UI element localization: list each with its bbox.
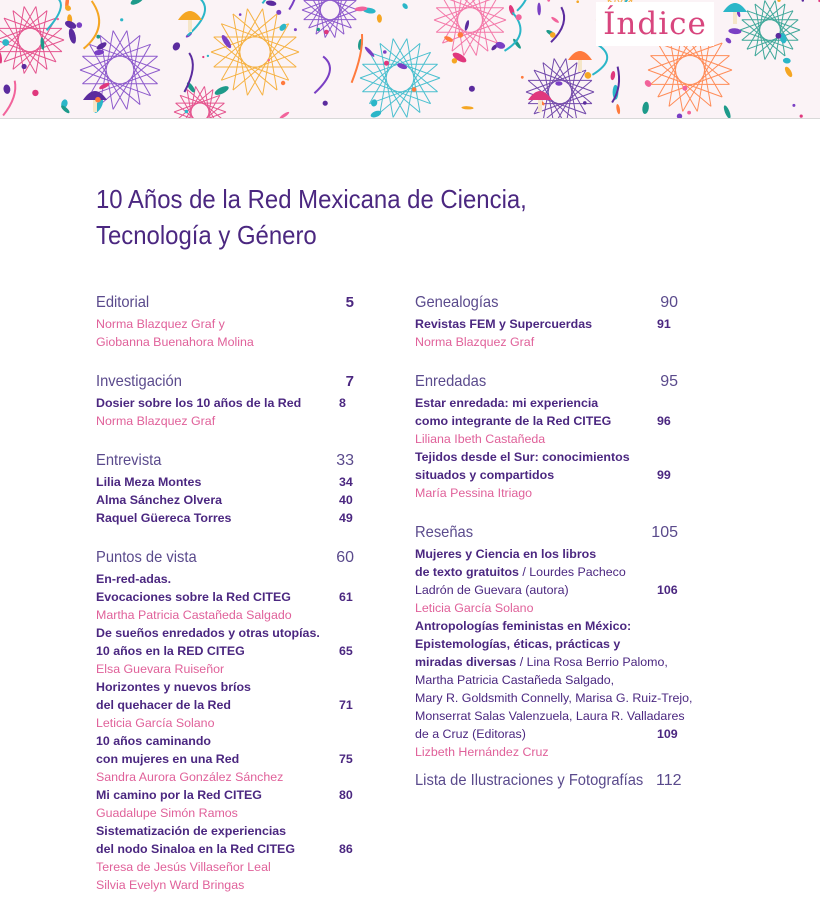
stem-shape [517,0,528,11]
section-heading[interactable] [415,371,695,393]
author-line: Liliana Ibeth Castañeda [415,432,546,446]
dot-shape [317,28,320,31]
entry-page: 8 [339,396,346,410]
section-genealogias [415,292,695,351]
author-line: Giobanna Buenahora Molina [96,335,254,349]
section-page: 33 [336,452,354,469]
dot-shape [777,0,780,2]
entry-title: Raquel Güereca Torres [96,511,232,525]
section-resenas [415,522,695,761]
entry-title: situados y compartidos [415,468,555,482]
section-enredadas [415,371,695,502]
entry-page: 96 [657,414,671,428]
stem-shape [592,45,607,75]
toc-entry[interactable] [96,473,358,491]
entry-page: 61 [339,590,353,604]
entry-page: 91 [657,317,671,331]
entry-title: de texto gratuitos [415,565,519,579]
entry-title: Mujeres y Ciencia en los libros [415,547,597,561]
dot-shape [207,55,209,57]
toc-entry[interactable] [96,588,358,606]
dot-shape [547,0,550,2]
entry-title: Lilia Meza Montes [96,475,202,489]
leaf-shape [555,81,562,86]
dot-shape [383,50,387,54]
section-heading[interactable] [96,292,358,314]
entry-page: 71 [339,698,353,712]
dot-shape [96,35,100,39]
string-art-star [211,9,299,96]
entry-title: con mujeres en una Red [96,752,240,766]
leaf-shape [364,46,376,58]
section-heading[interactable] [96,547,358,569]
toc-entry[interactable] [415,545,695,563]
entry-page: 80 [339,788,353,802]
entry-page: 86 [339,842,353,856]
author-line: María Pessina Itriago [415,486,533,500]
toc-entry[interactable] [415,466,695,484]
toc-entry[interactable] [96,570,358,588]
toc-entry[interactable] [96,840,358,858]
toc-entry[interactable] [96,642,358,660]
mushroom-cap [568,51,592,60]
entry-title: De sueños enredados y otras utopías. [96,626,320,640]
dot-shape [792,104,795,107]
leaf-shape [129,0,145,7]
leaf-shape [461,106,473,110]
author-line: Sandra Aurora González Sánchez [96,770,284,784]
entry-title: Dosier sobre los 10 años de la Red [96,396,302,410]
dot-shape [95,97,101,103]
entry-title: Alma Sánchez Olvera [96,493,223,507]
toc-right-column [415,292,695,761]
dot-shape [576,0,579,3]
dot-shape [323,101,328,106]
section-name: Genealogías [415,294,499,311]
entry-authors: / Lina Rosa Berrio Palomo, [516,655,668,669]
author-line: Norma Blazquez Graf y [96,317,225,331]
leaf-shape [279,111,290,118]
dot-shape [22,64,27,69]
toc-entry[interactable] [415,725,695,743]
entry-page: 40 [339,493,353,507]
entry-title: Horizontes y nuevos bríos [96,680,251,694]
section-page: 60 [336,549,354,566]
dot-shape [268,59,270,61]
section-investigacion [96,371,358,430]
leaf-shape [68,28,78,45]
leaf-shape [728,28,741,35]
stem-shape [289,0,297,10]
toc-entry[interactable] [96,394,358,412]
section-name: Reseñas [415,524,474,541]
section-name: Enredadas [415,373,487,390]
dot-shape [452,58,457,63]
string-art-star [526,59,594,119]
entry-page: 49 [339,511,353,525]
toc-entry[interactable] [96,786,358,804]
author-line: Leticia García Solano [96,716,215,730]
dot-shape [324,30,329,35]
leaf-shape [0,51,3,64]
section-editorial [96,292,358,351]
author-line: Lizbeth Hernández Cruz [415,745,549,759]
leaf-shape [783,66,793,79]
mushroom-cap [178,11,202,20]
section-page: 5 [345,294,354,311]
mushroom-stem [578,60,582,72]
leaf-shape [401,2,409,10]
dot-shape [57,18,59,20]
section-name: Investigación [96,373,182,390]
entry-page: 106 [657,583,678,597]
mushroom-cap [723,3,747,12]
dot-shape [276,10,281,15]
mushroom-stem [188,20,192,32]
leaf-shape [377,14,383,23]
toc-entry[interactable] [96,750,358,768]
stem-shape [47,0,61,30]
leaf-shape [724,37,732,45]
dot-shape [458,32,464,38]
dot-shape [516,14,522,20]
stem-shape [84,1,100,49]
author-line: Martha Patricia Castañeda Salgado [96,608,292,622]
toc-entry[interactable] [96,624,358,642]
section-page: 7 [345,373,354,390]
section-page: 105 [651,524,678,541]
dot-shape [583,101,587,105]
leaf-shape [64,4,72,12]
dot-shape [469,86,475,92]
toc-entry[interactable] [96,822,358,840]
section-name: Editorial [96,294,150,311]
entry-title: 10 años en la RED CITEG [96,644,245,658]
author-line: Teresa de Jesús Villaseñor Leal [96,860,271,874]
dot-shape [521,76,524,79]
page-title-line: 10 Años de la Red Mexicana de Ciencia, [96,184,527,214]
entry-title: Revistas FEM y Supercuerdas [415,317,592,331]
entry-title: Estar enredada: mi experiencia [415,396,599,410]
dot-shape [294,28,297,31]
entry-title: Epistemologías, éticas, prácticas y [415,637,621,651]
entry-page: 109 [657,727,678,741]
entry-title: Mi camino por la Red CITEG [96,788,262,802]
mushroom-stem [538,100,542,112]
leaf-shape [616,104,621,115]
toc-entry[interactable] [96,678,358,696]
section-name: Entrevista [96,452,162,469]
toc-entry[interactable] [415,563,695,581]
leaf-shape [642,101,650,114]
entry-title: como integrante de la Red CITEG [415,414,612,428]
leaf-shape [550,16,559,24]
entry-authors: Monserrat Salas Valenzuela, Laura R. Valladares [415,709,685,723]
dot-shape [412,87,417,92]
toc-left-column [96,292,358,894]
section-page: 95 [660,373,678,390]
string-art-star [0,7,64,74]
dot-shape [550,32,556,38]
section-heading[interactable] [415,292,695,314]
dot-shape [682,86,687,91]
leaf-shape [171,41,181,52]
entry-authors: Ladrón de Guevara (autora) [415,583,569,597]
page-title [96,181,538,253]
section-page: 112 [656,772,682,789]
entry-page: 99 [657,468,671,482]
leaf-shape [610,71,616,81]
leaf-shape [265,0,276,7]
leaf-shape [213,84,229,96]
section-heading[interactable] [96,450,358,472]
author-line: Leticia García Solano [415,601,534,615]
dot-shape [384,61,389,66]
toc-entry[interactable] [96,509,358,527]
section-heading[interactable] [415,522,695,544]
entry-authors: Martha Patricia Castañeda Salgado, [415,673,615,687]
section-entrevista [96,450,358,527]
section-puntos-de-vista [96,547,358,894]
dot-shape [281,81,285,85]
dot-shape [185,110,189,114]
mushroom-cap [83,91,107,100]
entry-title: miradas diversas [415,655,517,669]
toc-entry[interactable] [96,696,358,714]
leaf-shape [464,20,470,32]
dot-shape [77,22,83,28]
author-line: Elsa Guevara Ruiseñor [96,662,225,676]
dot-shape [239,13,242,16]
entry-title: 10 años caminando [96,734,211,748]
entry-authors: Mary R. Goldsmith Connelly, Marisa G. Ruiz-Trejo, [415,691,693,705]
leaf-shape [722,105,732,118]
banner-divider [0,118,820,119]
toc-entry[interactable] [415,412,695,430]
toc-entry[interactable] [415,653,695,671]
leaf-shape [783,58,791,64]
dot-shape [120,18,123,21]
section-heading[interactable] [96,371,358,393]
entry-page: 65 [339,644,353,658]
toc-entry[interactable] [415,617,695,635]
author-line: Silvia Evelyn Ward Bringas [96,878,245,892]
dot-shape [802,0,804,2]
toc-entry[interactable] [415,635,695,653]
entry-title: del quehacer de la Red [96,698,231,712]
mushroom-stem [733,12,737,24]
toc-entry[interactable] [96,491,358,509]
string-art-star [302,0,358,38]
section-lista-ilustraciones[interactable] [415,770,695,792]
entry-authors: / Lourdes Pacheco [518,565,626,579]
stem-shape [314,56,330,93]
toc-entry[interactable] [415,315,695,333]
leaf-shape [1,38,10,46]
entry-title: En-red-adas. [96,572,172,586]
page-title-line: Tecnología y Género [96,220,317,250]
entry-title: del nodo Sinaloa en la Red CITEG [96,842,295,856]
toc-entry[interactable] [415,581,695,599]
entry-title: Tejidos desde el Sur: conocimientos [415,450,630,464]
entry-title: Sistematización de experiencias [96,824,287,838]
dot-shape [687,111,691,115]
entry-page: 34 [339,475,353,489]
dot-shape [202,56,204,58]
entry-authors: de a Cruz (Editoras) [415,727,526,741]
leaf-shape [396,62,407,70]
dot-shape [776,33,782,39]
entry-title: Antropologías feministas en México: [415,619,632,633]
author-line: Norma Blazquez Graf [415,335,535,349]
author-line: Norma Blazquez Graf [96,414,216,428]
section-name: Lista de Ilustraciones y Fotografías [415,772,644,789]
entry-title: Evocaciones sobre la Red CITEG [96,590,291,604]
toc-entry[interactable] [415,448,695,466]
section-page: 90 [660,294,678,311]
entry-page: 75 [339,752,353,766]
dot-shape [32,90,38,96]
leaf-shape [537,3,541,16]
toc-entry[interactable] [96,732,358,750]
author-line: Guadalupe Simón Ramos [96,806,238,820]
index-badge: Índice [596,2,714,46]
section-name: Puntos de vista [96,549,197,566]
leaf-shape [3,84,11,94]
string-art-star [740,1,800,60]
toc-entry[interactable] [415,394,695,412]
